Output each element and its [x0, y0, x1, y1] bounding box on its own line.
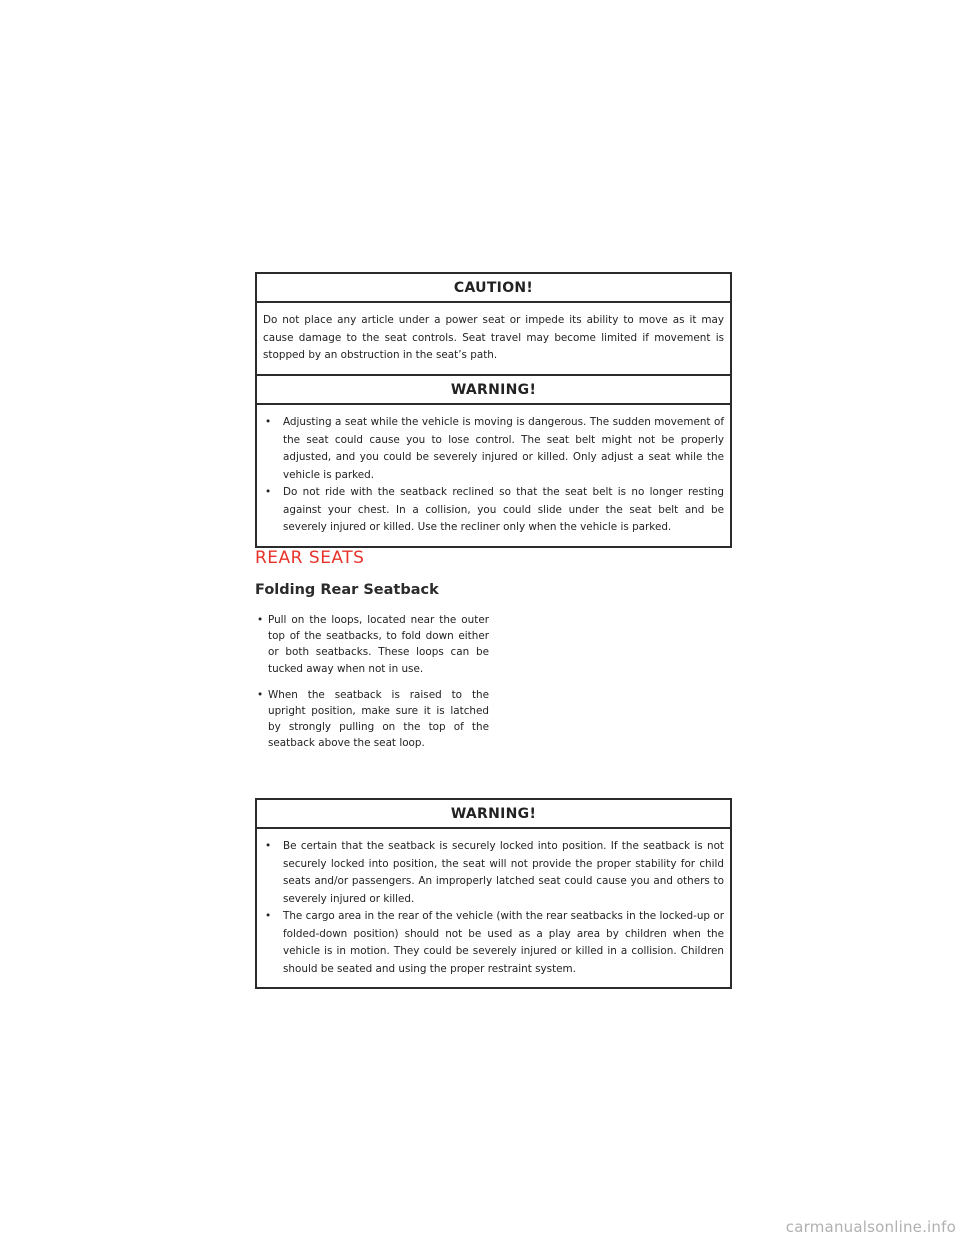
rear-seat-instructions: [255, 612, 489, 762]
section-title: REAR SEATS: [255, 548, 365, 568]
warning-box-adjust-seat: [255, 374, 732, 548]
list-item-text: Pull on the loops, located near the outer top of the seatbacks, to fold down either or both seatbacks. These loops can be tucked away when not in use.: [268, 614, 489, 675]
warning-item-text: Do not ride with the seatback reclined so that the seat belt is no longer resting against your chest. In a collision, you could slide under the seat belt and be severely injured or killed. Use the recliner only when the vehicle is parked.: [283, 486, 724, 533]
warning-box-seatback-locked: [255, 798, 732, 989]
bullet-icon: •: [265, 840, 272, 852]
warning-title: WARNING!: [257, 376, 730, 405]
list-item: [255, 687, 489, 752]
list-item-text: When the seatback is raised to the upright position, make sure it is latched by strongly pulling on the top of the seatback above the seat loop.: [268, 688, 489, 750]
bullet-icon: •: [265, 486, 272, 498]
caution-body: Do not place any article under a power seat or impede its ability to move as it may cause damage to the seat controls. Seat travel may become limited if movement is stopped by an obstruction in the seat’s path.: [263, 314, 724, 361]
warning-item: [265, 414, 724, 484]
warning-item: [265, 484, 724, 537]
warning-title: WARNING!: [257, 800, 730, 829]
warning-item-text: Be certain that the seatback is securely locked into position. If the seatback is not securely locked into position, the seat will not provide the proper stability for child seats and/or passengers. An improperly latched seat could cause you and others to severely injured or killed.: [283, 840, 724, 905]
warning-item: [265, 838, 724, 908]
bullet-icon: •: [265, 910, 272, 922]
subsection-title: Folding Rear Seatback: [255, 582, 439, 598]
list-item: [255, 612, 489, 677]
footer-watermark: carmanualsonline.info: [785, 1218, 956, 1236]
bullet-icon: •: [257, 688, 264, 701]
warning-list: [257, 829, 730, 987]
bullet-icon: •: [265, 416, 272, 428]
caution-title: CAUTION!: [257, 274, 730, 303]
warning-item-text: Adjusting a seat while the vehicle is moving is dangerous. The sudden movement of the seat could cause you to lose control. The seat belt might not be properly adjusted, and you could be severely injured or killed. Only adjust a seat while the vehicle is parked.: [283, 416, 724, 481]
warning-list: [257, 405, 730, 546]
caution-box: [255, 272, 732, 376]
warning-item-text: The cargo area in the rear of the vehicle (with the rear seatbacks in the locked-up or folded-down position) should not be used as a play area by children when the vehicle is in motion. They could be severely injured or killed in a collision. Children should be seated and using the proper restraint system.: [283, 910, 724, 975]
bullet-icon: •: [257, 614, 264, 626]
warning-item: [265, 908, 724, 978]
